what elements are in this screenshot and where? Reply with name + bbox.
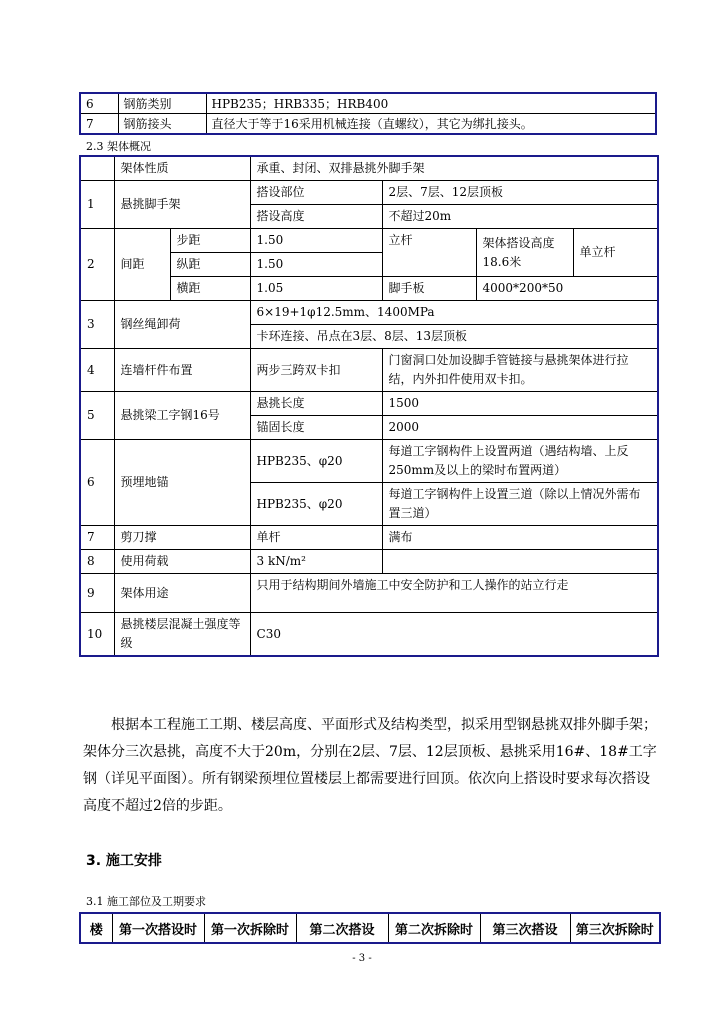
scaffold-overview-table bbox=[79, 155, 659, 657]
row-number: 9 bbox=[80, 574, 114, 613]
table-row bbox=[80, 550, 658, 574]
cell-value: HPB235、φ20 bbox=[250, 483, 382, 526]
cell-label: 步距 bbox=[170, 229, 250, 253]
cell-value: 只用于结构期间外墙施工中安全防护和工人操作的站立行走 bbox=[250, 574, 658, 613]
column-header: 第二次搭设 bbox=[296, 913, 388, 943]
cell-label: 纵距 bbox=[170, 253, 250, 277]
row-number: 8 bbox=[80, 550, 114, 574]
row-content: 直径大于等于16采用机械连接（直螺纹），其它为绑扎接头。 bbox=[206, 114, 656, 135]
row-number: 2 bbox=[80, 229, 114, 301]
cell-value: 两步三跨双卡扣 bbox=[250, 349, 382, 392]
cell-label: 横距 bbox=[170, 277, 250, 301]
table-row bbox=[80, 93, 656, 114]
cell-note: 满布 bbox=[382, 526, 658, 550]
table-row bbox=[80, 156, 658, 181]
table-row bbox=[80, 349, 658, 392]
cell-value: 卡环连接、吊点在3层、8层、13层顶板 bbox=[250, 325, 658, 349]
row-number: 6 bbox=[80, 440, 114, 526]
section-caption-3-1: 3.1 施工部位及工期要求 bbox=[86, 895, 206, 908]
schedule-table bbox=[79, 912, 661, 944]
cell-label: 立杆 bbox=[382, 229, 476, 277]
row-item: 悬挑楼层混凝土强度等级 bbox=[114, 613, 250, 657]
column-header: 第二次拆除时 bbox=[388, 913, 480, 943]
table-row bbox=[80, 574, 658, 613]
cell-value: 1.05 bbox=[250, 277, 382, 301]
materials-table bbox=[79, 92, 657, 135]
row-item: 剪刀撑 bbox=[114, 526, 250, 550]
cell-value: 6×19+1φ12.5mm、1400MPa bbox=[250, 301, 658, 325]
cell-value: 不超过20m bbox=[382, 205, 658, 229]
row-number: 7 bbox=[80, 526, 114, 550]
table-row bbox=[80, 181, 658, 205]
cell-value: HPB235、φ20 bbox=[250, 440, 382, 483]
cell-value: 3 kN/m² bbox=[250, 550, 382, 574]
cell-label: 悬挑长度 bbox=[250, 392, 382, 416]
cell-value: 2000 bbox=[382, 416, 658, 440]
cell-label: 搭设高度 bbox=[250, 205, 382, 229]
table-row bbox=[80, 229, 658, 253]
cell-nature-label: 架体性质 bbox=[114, 156, 250, 181]
column-header: 第三次拆除时 bbox=[570, 913, 660, 943]
cell-value: 2层、7层、12层顶板 bbox=[382, 181, 658, 205]
table-row bbox=[80, 301, 658, 325]
row-item: 悬挑梁工字钢16号 bbox=[114, 392, 250, 440]
table-header-row bbox=[80, 913, 660, 943]
cell-label: 脚手板 bbox=[382, 277, 476, 301]
page-number: - 3 - bbox=[352, 953, 372, 964]
section-heading-3: 3. 施工安排 bbox=[86, 853, 162, 869]
cell-nature-value: 承重、封闭、双排悬挑外脚手架 bbox=[250, 156, 658, 181]
row-item: 使用荷载 bbox=[114, 550, 250, 574]
cell-label: 搭设部位 bbox=[250, 181, 382, 205]
row-item: 间距 bbox=[114, 229, 170, 301]
column-header: 楼 bbox=[80, 913, 112, 943]
row-item: 预埋地锚 bbox=[114, 440, 250, 526]
cell-value: C30 bbox=[250, 613, 658, 657]
cell-value: 单杆 bbox=[250, 526, 382, 550]
table-row bbox=[80, 392, 658, 416]
row-item: 钢筋类别 bbox=[118, 93, 206, 114]
row-number: 5 bbox=[80, 392, 114, 440]
row-number: 3 bbox=[80, 301, 114, 349]
table-row bbox=[80, 114, 656, 135]
row-item: 连墙杆件布置 bbox=[114, 349, 250, 392]
cell-note: 每道工字钢构件上设置两道（遇结构墙、上反250mm及以上的梁时布置两道） bbox=[382, 440, 658, 483]
section-caption-2-3: 2.3 架体概况 bbox=[86, 140, 151, 153]
cell-value: 1500 bbox=[382, 392, 658, 416]
row-number: 6 bbox=[80, 93, 118, 114]
row-number: 1 bbox=[80, 181, 114, 229]
row-item: 悬挑脚手架 bbox=[114, 181, 250, 229]
row-number: 7 bbox=[80, 114, 118, 135]
cell-value: 单立杆 bbox=[573, 229, 658, 277]
cell-label: 锚固长度 bbox=[250, 416, 382, 440]
table-row bbox=[80, 440, 658, 483]
cell-value: 4000*200*50 bbox=[476, 277, 658, 301]
row-item: 钢丝绳卸荷 bbox=[114, 301, 250, 349]
table-row bbox=[80, 526, 658, 550]
row-item: 钢筋接头 bbox=[118, 114, 206, 135]
row-number: 4 bbox=[80, 349, 114, 392]
cell-note: 每道工字钢构件上设置三道（除以上情况外需布置三道） bbox=[382, 483, 658, 526]
cell-value: 架体搭设高度18.6米 bbox=[476, 229, 573, 277]
body-paragraph: 根据本工程施工工期、楼层高度、平面形式及结构类型，拟采用型钢悬挑双排外脚手架；架体分三次悬挑，高度不大于20m，分别在2层、7层、12层顶板、悬挑采用16#、18#工字钢（详见平面图）。所有钢梁预埋位置楼层上都需要进行回顶。依次向上搭设时要求每次搭设高度不超过2倍的步距。 bbox=[83, 717, 657, 814]
table-row bbox=[80, 613, 658, 657]
column-header: 第一次拆除时 bbox=[204, 913, 296, 943]
cell-note: 门窗洞口处加设脚手管链接与悬挑架体进行拉结，内外扣件使用双卡扣。 bbox=[382, 349, 658, 392]
row-number: 10 bbox=[80, 613, 114, 657]
row-item: 架体用途 bbox=[114, 574, 250, 613]
cell-value: 1.50 bbox=[250, 253, 382, 277]
cell-value: 1.50 bbox=[250, 229, 382, 253]
column-header: 第三次搭设 bbox=[480, 913, 570, 943]
row-content: HPB235；HRB335；HRB400 bbox=[206, 93, 656, 114]
column-header: 第一次搭设时 bbox=[112, 913, 204, 943]
